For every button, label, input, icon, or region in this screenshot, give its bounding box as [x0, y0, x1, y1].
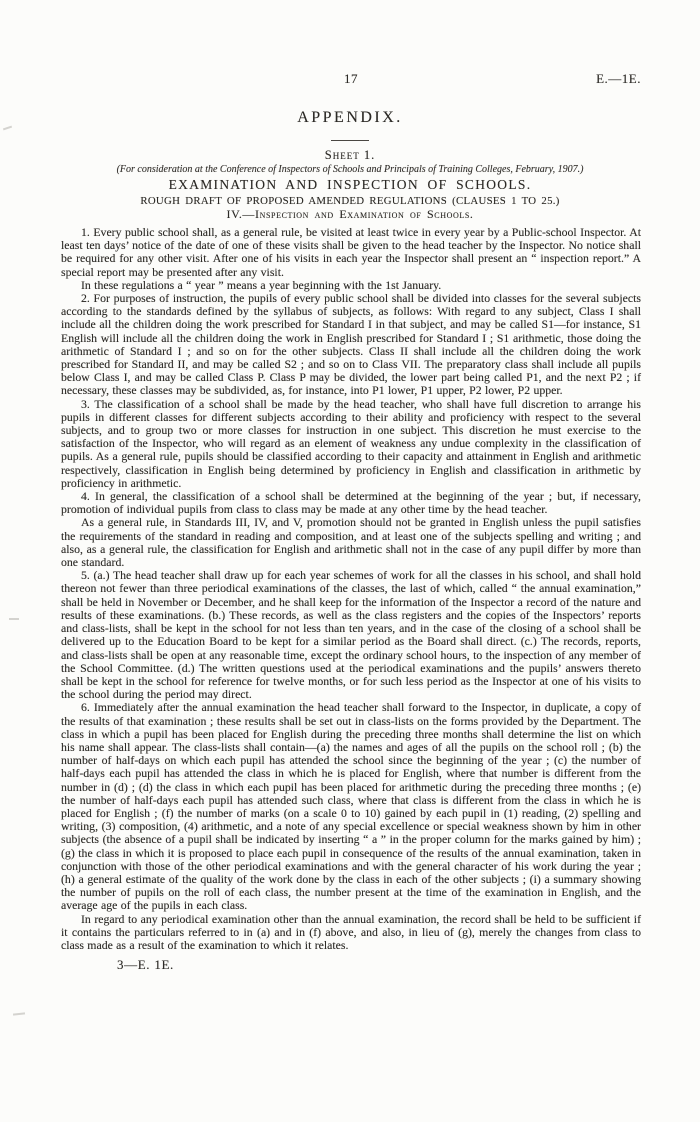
paragraph-clause-2: 2. For purposes of instruction, the pupils of every public school shall be divided into classes for the several subjects according to the standards defined by the syllabus of subjects, as follows: With regard to any subject, Class I shall include all the children doing the work prescribed for Standard I in that subject, and may be called S1—for instance, S1 English will include all the children doing the work in English prescribed for Standard I ; S1 arithmetic, those doing the arithmetic of Standard I ; and so on for the other subjects. Class II shall include all the children doing the work prescribed for Standard II, and may be called S2 ; and so on to Class VII. The preparatory class shall include all pupils below Class I, and may be called Class P. Class P may be divided, the lower part being called P1, and the next P2 ; if necessary, these classes may be subdivided, as, for instance, into P1 lower, P1 upper, P2 lower, P2 upper. — [61, 291, 641, 398]
body-text — [61, 226, 641, 971]
paragraph-clause-5: 5. (a.) The head teacher shall draw up for each year schemes of work for all the classes in his school, and shall hold thereon not fewer than three periodical examinations of the classes, the last of which, called “ the annual examination,” shall be held in November or December, and he shall keep for the information of the Inspector a record of the nature and results of these examinations. (b.) These records, as well as the class registers and the copies of the Inspectors’ reports and class-lists, shall be kept in the school for not less than ten years, and in the case of the closing of a school shall be delivered up to the Education Board to be kept for a similar period as the Board shall direct. (c.) The records, reports, and class-lists shall be open at any reasonable time, except the ordinary school hours, to the inspection of any member of the School Committee. (d.) The written questions used at the periodical examinations and the pupils’ answers thereto shall be kept in the school for reference for twelve months, or for such less period as the Inspector at one of his visits to the school during the period may direct. — [61, 568, 641, 702]
footer-signature: 3—E. 1E. — [117, 957, 174, 973]
paragraph-year-definition: In these regulations a “ year ” means a year beginning with the 1st January. — [81, 277, 442, 292]
paragraph-clause-6-periodical: In regard to any periodical examination other than the annual examination, the record shall be held to be sufficient if it contains the particulars referred to in (a) and in (f) above, and also, in lieu of (g), merely the changes from class to class made as a result of the examination to which it relates. — [61, 911, 641, 952]
sheet-label: Sheet 1. — [324, 148, 376, 162]
section-heading-iv: IV.—Inspection and Examination of Schools. — [226, 207, 474, 221]
heading-rough-draft: ROUGH DRAFT OF PROPOSED AMENDED REGULATIONS (CLAUSES 1 TO 25.) — [140, 195, 560, 207]
page-header — [61, 71, 641, 87]
title-rule-divider — [331, 140, 369, 141]
scan-artifact — [13, 1012, 25, 1015]
appendix-title: APPENDIX. — [297, 109, 403, 126]
document-reference: E.—1E. — [596, 71, 641, 86]
paragraph-clause-4-general-rule: As a general rule, in Standards III, IV, and V, promotion should not be granted in English unless the pupil satisfies the requirements of the standard in reading and composition, and at least one of the subjects spelling and writing ; and also, as a general rule, the classification for English and arithmetic shall not in the case of any pupil differ by more than one standard. — [61, 515, 641, 570]
scan-artifact — [9, 618, 19, 620]
paragraph-clause-6: 6. Immediately after the annual examination the head teacher shall forward to the Inspector, in duplicate, a copy of the results of that examination ; these results shall be set out in class-lists on the forms provided by the Department. The class in which a pupil has been placed for English during the preceding three months shall determine the list on which his name shall appear. The class-lists shall contain—(a) the names and ages of all the pupils on the school roll ; (b) the number of half-days on which each pupil has attended the school since the beginning of the year ; (c) the number of half-days each pupil has attended the class in which he is placed for English, where that number is different from the number in (d) ; (d) the class in which each pupil has been placed for arithmetic during the preceding three months ; (e) the number of half-days each pupil has attended such class, where that class is different from the class in which he is placed for English ; (f) the number of marks (on a scale 0 to 10) gained by each pupil in (1) reading, (2) spelling and writing, (3) composition, (4) arithmetic, and a note of any special excellence or special weakness shown by him in other subjects (the absence of a pupil shall be indicated by inserting “ a ” in the proper column for the marks gained by him) ; (g) the class in which it is proposed to place each pupil in consequence of the results of the annual examination, taken in conjunction with those of the other periodical examinations and with the general character of his work during the year ; (h) a general estimate of the quality of the work done by the class in each of the other subjects ; (i) a summary showing the number of pupils on the roll of each class, the number present at the time of the examination in English, and the average age of the pupils in each class. — [61, 700, 641, 913]
paragraph-clause-4: 4. In general, the classification of a school shall be determined at the beginning of the year ; but, if necessary, promotion of individual pupils from class to class may be made at any other time by the head teacher. — [61, 489, 641, 517]
paragraph-clause-3: 3. The classification of a school shall be made by the head teacher, who shall have full discretion to arrange his pupils in different classes for different subjects according to their ability and proficiency with respect to the several subjects, and to group two or more classes for instruction in one subject. This discretion he must exercise to the satisfaction of the Inspector, who will regard as an element of weakness any undue complexity in the classification of pupils. As a general rule, pupils should be classified according to their capacity and attainment in English and arithmetic respectively, classification in English being determined by proficiency in English and classification in arithmetic by proficiency in arithmetic. — [61, 396, 641, 490]
page-number: 17 — [344, 71, 358, 86]
paragraph-clause-1: 1. Every public school shall, as a general rule, be visited at least twice in every year by a Public-school Inspector. At least ten days’ notice of the date of one of these visits shall be given to the head teacher by the Inspector. No notice shall be required for any other visit. After one of his visits in each year the Inspector shall present an “ inspection report.” A special report may be presented after any visit. — [61, 225, 641, 279]
conference-note: (For consideration at the Conference of Inspectors of Schools and Principals of Training Colleges, February, 1907.) — [116, 164, 584, 175]
heading-examination-inspection: EXAMINATION AND INSPECTION OF SCHOOLS. — [168, 177, 532, 192]
